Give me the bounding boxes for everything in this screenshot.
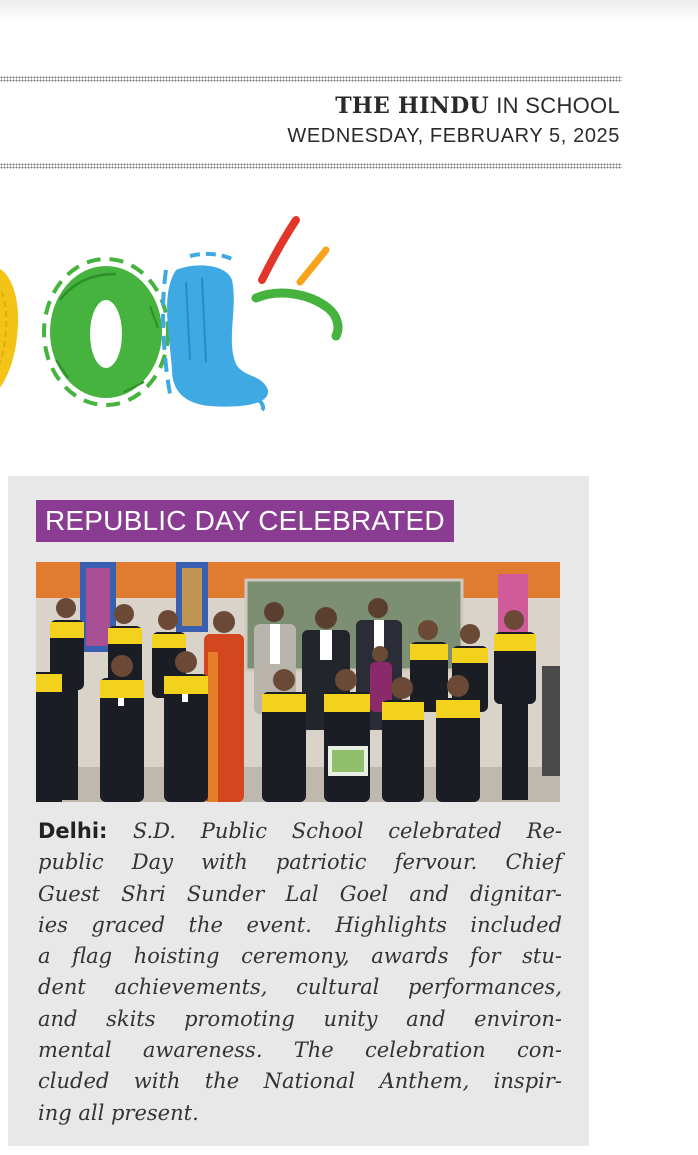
caption-text: a flag hoisting ceremony, awards for stu- (38, 944, 562, 969)
caption-line (38, 1098, 562, 1129)
caption-line (38, 847, 562, 878)
masthead-top-rule (0, 76, 622, 82)
logo-letter-l-blue (163, 254, 268, 410)
school-logo-art (0, 210, 360, 420)
caption-line (38, 1066, 562, 1097)
masthead-date: WEDNESDAY, FEBRUARY 5, 2025 (287, 125, 620, 147)
logo-accent-strokes (256, 220, 338, 336)
caption-text: ing all present. (38, 1100, 199, 1125)
caption-line (38, 910, 562, 941)
caption-text: and skits promoting unity and environ- (38, 1006, 562, 1031)
caption-text: S.D. Public School celebrated Re- (132, 819, 562, 843)
headline: REPUBLIC DAY CELEBRATED (45, 505, 445, 536)
caption-text: Guest Shri Sunder Lal Goel and dignitar- (38, 881, 562, 906)
caption-line (38, 1004, 562, 1035)
dateline-place: Delhi: (38, 819, 133, 843)
caption-line (38, 816, 562, 847)
logo-letter-o-yellow (0, 266, 18, 402)
caption-line (38, 972, 562, 1003)
caption-text: mental awareness. The celebration con- (38, 1038, 562, 1063)
article-caption (38, 816, 562, 1129)
headline-banner (36, 500, 454, 542)
logo-letter-o-green (44, 259, 168, 405)
caption-line (38, 941, 562, 972)
masthead-bottom-rule (0, 163, 622, 169)
caption-line (38, 1035, 562, 1066)
masthead-section: IN SCHOOL (496, 93, 620, 118)
caption-line (38, 879, 562, 910)
caption-text: dent achievements, cultural performances, (38, 975, 562, 1000)
browser-top-bar (0, 0, 698, 22)
masthead (287, 93, 620, 148)
masthead-title (287, 93, 620, 119)
caption-text: cluded with the National Anthem, inspir- (38, 1069, 562, 1094)
article-box (8, 476, 589, 1146)
caption-text: public Day with patriotic fervour. Chief (38, 850, 562, 875)
caption-text: ies graced the event. Highlights included (38, 912, 562, 937)
masthead-brand: THE HINDU (335, 93, 489, 119)
group-photo (36, 562, 560, 802)
